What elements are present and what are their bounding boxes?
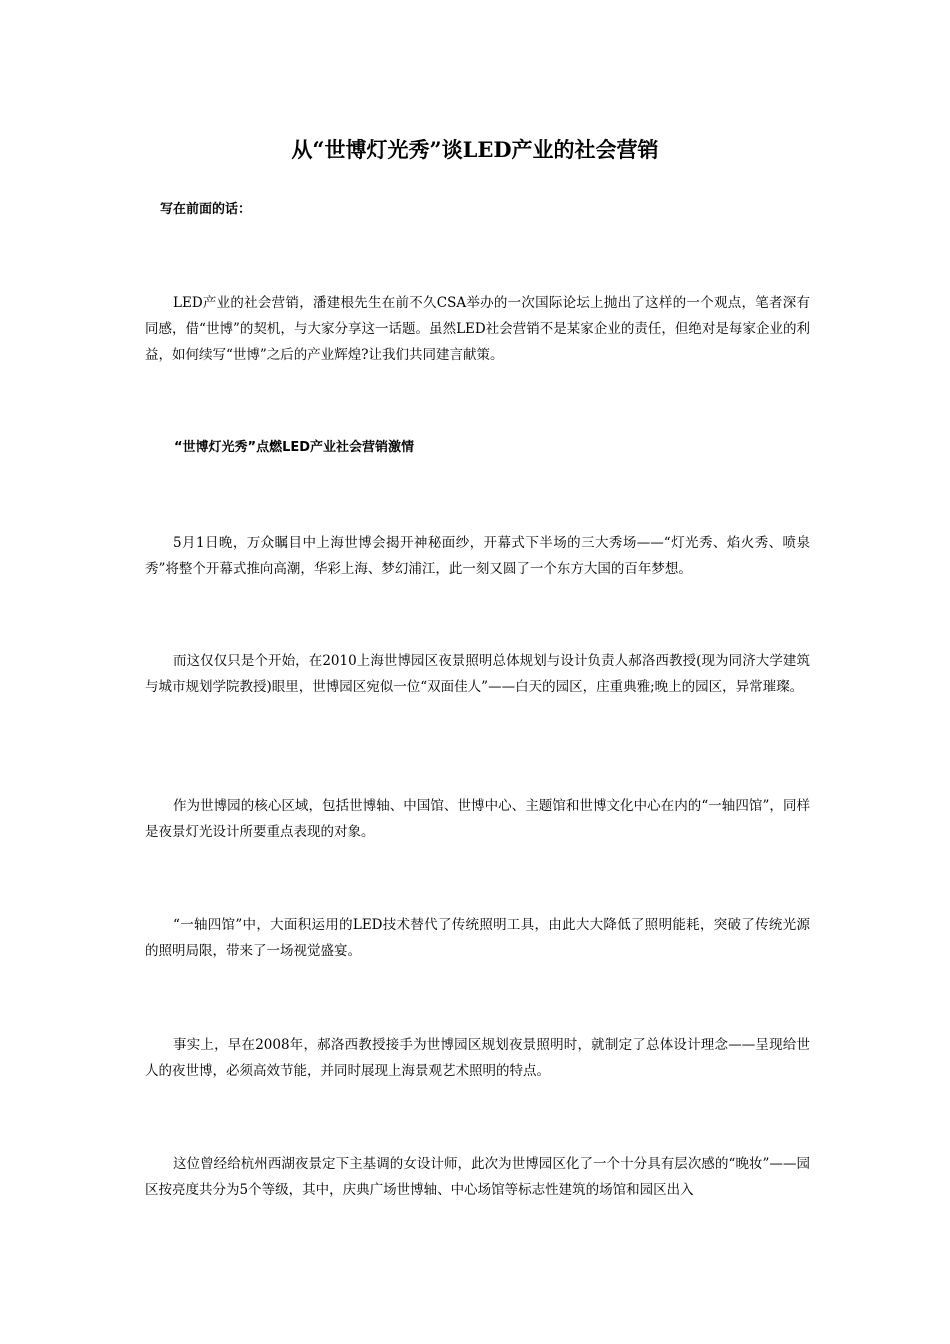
paragraph-intro: LED产业的社会营销，潘建根先生在前不久CSA举办的一次国际论坛上抛出了这样的一个观点，笔者深有同感，借“世博”的契机，与大家分享这一话题。虽然LED社会营销不是某家企业的责任，但绝对是每家企业的利益，如何续写“世博”之后的产业辉煌?让我们共同建言献策。 — [145, 295, 810, 363]
paragraph: 事实上，早在2008年，郝洛西教授接手为世博园区规划夜景照明时，就制定了总体设计理念——呈现给世人的夜世博，必须高效节能，并同时展现上海景观艺术照明的特点。 — [145, 1037, 810, 1079]
paragraph: 作为世博园的核心区域，包括世博轴、中国馆、世博中心、主题馆和世博文化中心在内的“一轴四馆”，同样是夜景灯光设计所要重点表现的对象。 — [145, 798, 810, 840]
preface-label: 写在前面的话： — [160, 202, 252, 217]
paragraph: 5月1日晚，万众瞩目中上海世博会揭开神秘面纱，开幕式下半场的三大秀场——“灯光秀、焰火秀、喷泉秀”将整个开幕式推向高潮，华彩上海、梦幻浦江，此一刻又圆了一个东方大国的百年梦想。 — [145, 535, 810, 577]
paragraph: 而这仅仅只是个开始，在2010上海世博园区夜景照明总体规划与设计负责人郝洛西教授(现为同济大学建筑与城市规划学院教授)眼里，世博园区宛似一位“双面佳人”——白天的园区，庄重典雅;晚上的园区，异常璀璨。 — [145, 653, 810, 695]
paragraph: “一轴四馆”中，大面积运用的LED技术替代了传统照明工具，由此大大降低了照明能耗，突破了传统光源的照明局限，带来了一场视觉盛宴。 — [145, 917, 810, 959]
section-heading: “世博灯光秀”点燃LED产业社会营销激情 — [174, 440, 415, 455]
document-title: 从“世博灯光秀”谈LED产业的社会营销 — [291, 137, 659, 162]
paragraph: 这位曾经给杭州西湖夜景定下主基调的女设计师，此次为世博园区化了一个十分具有层次感的“晚妆”——园区按亮度共分为5个等级，其中，庆典广场世博轴、中心场馆等标志性建筑的场馆和园区出入 — [145, 1156, 810, 1198]
